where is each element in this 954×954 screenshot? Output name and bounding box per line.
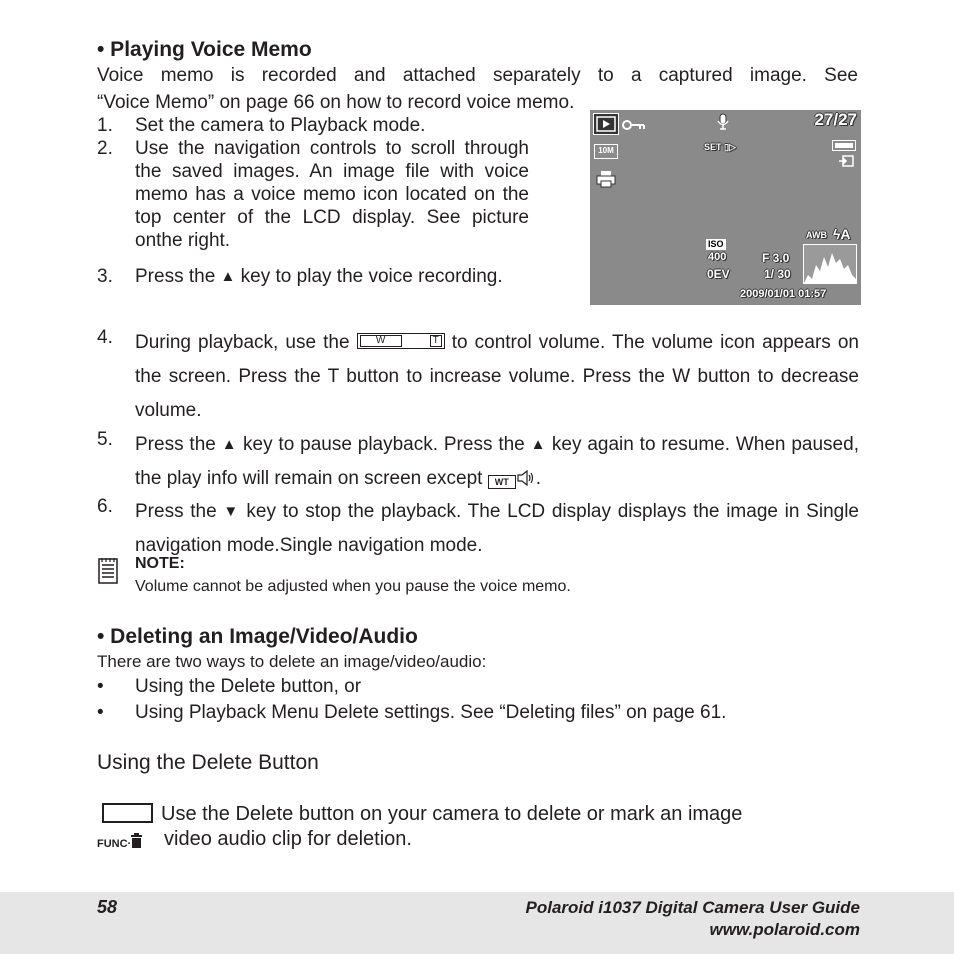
exposure-value: 0EV xyxy=(707,267,730,281)
image-size-icon: 10M xyxy=(594,144,618,159)
intro-line-1: Voice memo is recorded and attached separately to a captured image. See xyxy=(97,65,858,86)
step-5: 5. Press the ▲ key to pause playback. Press the ▲ key again to resume. When paused, the play info will remain on screen except WT . xyxy=(97,429,859,489)
page-number: 58 xyxy=(97,897,118,917)
delete-desc-line-1: Use the Delete button on your camera to delete or mark an image xyxy=(161,803,743,825)
section-heading-playing-voice-memo: • Playing Voice Memo xyxy=(97,38,312,61)
down-arrow-icon: ▼ xyxy=(223,503,240,520)
up-arrow-icon: ▲ xyxy=(530,436,547,453)
battery-icon xyxy=(832,140,856,151)
iso-label: ISO xyxy=(708,239,724,249)
step-2: 2. Use the navigation controls to scroll through the saved images. An image file with voice memo has a voice memo icon located on the top center of the LCD display. See picture onthe right. xyxy=(97,138,529,251)
date-time: 2009/01/01 01:57 xyxy=(740,288,827,300)
set-label: SET ▯▷ xyxy=(704,142,736,152)
section-heading-deleting: • Deleting an Image/Video/Audio xyxy=(97,625,418,648)
flash-auto-icon: ϟA xyxy=(833,226,851,242)
up-arrow-icon: ▲ xyxy=(220,268,236,285)
delete-intro: There are two ways to delete an image/video/audio: xyxy=(97,652,487,671)
intro-line-2: “Voice Memo” on page 66 on how to record voice memo. xyxy=(97,92,575,113)
zoom-key-icon: W T xyxy=(357,333,445,349)
awb-label: AWB xyxy=(806,230,827,240)
shutter-value: 1/ 30 xyxy=(764,267,791,281)
voice-memo-mic-icon xyxy=(716,113,730,136)
page-footer xyxy=(0,892,954,954)
note-label: NOTE: xyxy=(135,555,185,572)
trash-icon xyxy=(131,838,142,850)
up-arrow-icon: ▲ xyxy=(221,436,238,453)
playback-mode-icon xyxy=(593,113,619,135)
storage-icon xyxy=(838,154,854,172)
histogram xyxy=(803,244,857,284)
footer-title: Polaroid i1037 Digital Camera User Guide www.polaroid.com xyxy=(525,898,860,939)
footer-url[interactable]: www.polaroid.com xyxy=(709,920,860,939)
aperture-value: F 3.0 xyxy=(762,251,790,265)
protect-key-icon xyxy=(622,118,646,136)
wt-key-icon: WT xyxy=(488,475,516,489)
notepad-icon xyxy=(97,557,119,590)
iso-value: 400 xyxy=(708,251,727,263)
step-6: 6. Press the ▼ key to stop the playback. The LCD display displays the image in Single navigation mode.Single navigation mode. xyxy=(97,496,859,556)
delete-desc-line-2: video audio clip for deletion. xyxy=(164,828,412,850)
print-icon xyxy=(596,170,616,193)
step-4: 4. During playback, use the W T to control volume. The volume icon appears on the screen. Press the T button to increase volume. Press the W button to decrease volume. xyxy=(97,327,859,421)
func-delete-label: FUNC· xyxy=(97,833,142,850)
delete-button-icon xyxy=(102,803,153,823)
lcd-screenshot xyxy=(590,110,861,305)
note-text: Volume cannot be adjusted when you pause the voice memo. xyxy=(135,578,571,595)
image-counter: 27/27 xyxy=(814,110,857,129)
speaker-icon xyxy=(516,468,536,489)
subheading-using-delete-button: Using the Delete Button xyxy=(97,751,319,774)
